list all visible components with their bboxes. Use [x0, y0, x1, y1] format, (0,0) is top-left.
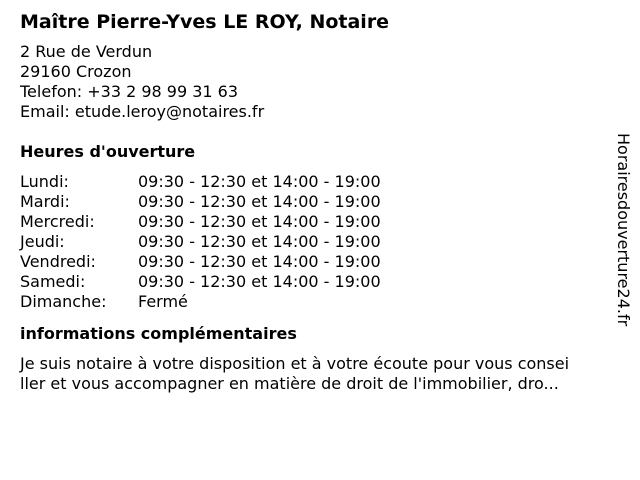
additional-info-text — [20, 354, 612, 394]
additional-info-heading: informations complémentaires — [20, 324, 297, 343]
info-line: Je suis notaire à votre disposition et à votre écoute pour vous consei — [20, 354, 570, 373]
opening-hours-heading: Heures d'ouverture — [20, 142, 196, 161]
day-hours: 09:30 - 12:30 et 14:00 - 19:00 — [138, 272, 381, 291]
hours-row-thursday — [20, 232, 612, 252]
phone-number: Telefon: +33 2 98 99 31 63 — [20, 82, 239, 101]
address-block — [20, 42, 612, 122]
hours-row-monday — [20, 172, 612, 192]
day-hours: 09:30 - 12:30 et 14:00 - 19:00 — [138, 192, 381, 211]
day-label: Dimanche: — [20, 292, 107, 311]
street-address: 2 Rue de Verdun — [20, 42, 153, 61]
info-line: ller et vous accompagner en matière de droit de l'immobilier, dro... — [20, 374, 559, 393]
day-hours: 09:30 - 12:30 et 14:00 - 19:00 — [138, 252, 381, 271]
page-title: Maître Pierre-Yves LE ROY, Notaire — [20, 11, 390, 33]
notary-card — [20, 10, 612, 394]
day-label: Vendredi: — [20, 252, 96, 271]
day-hours: 09:30 - 12:30 et 14:00 - 19:00 — [138, 232, 381, 251]
hours-row-wednesday — [20, 212, 612, 232]
email-address: Email: etude.leroy@notaires.fr — [20, 102, 265, 121]
city-postal: 29160 Crozon — [20, 62, 132, 81]
site-watermark: Horairesdouverture24.fr — [614, 133, 633, 327]
hours-row-saturday — [20, 272, 612, 292]
opening-hours-table — [20, 172, 612, 312]
hours-row-friday — [20, 252, 612, 272]
day-label: Mardi: — [20, 192, 70, 211]
day-label: Mercredi: — [20, 212, 95, 231]
day-label: Samedi: — [20, 272, 86, 291]
day-hours: Fermé — [138, 292, 188, 311]
hours-row-tuesday — [20, 192, 612, 212]
day-hours: 09:30 - 12:30 et 14:00 - 19:00 — [138, 212, 381, 231]
day-hours: 09:30 - 12:30 et 14:00 - 19:00 — [138, 172, 381, 191]
day-label: Lundi: — [20, 172, 69, 191]
day-label: Jeudi: — [20, 232, 65, 251]
hours-row-sunday — [20, 292, 612, 312]
